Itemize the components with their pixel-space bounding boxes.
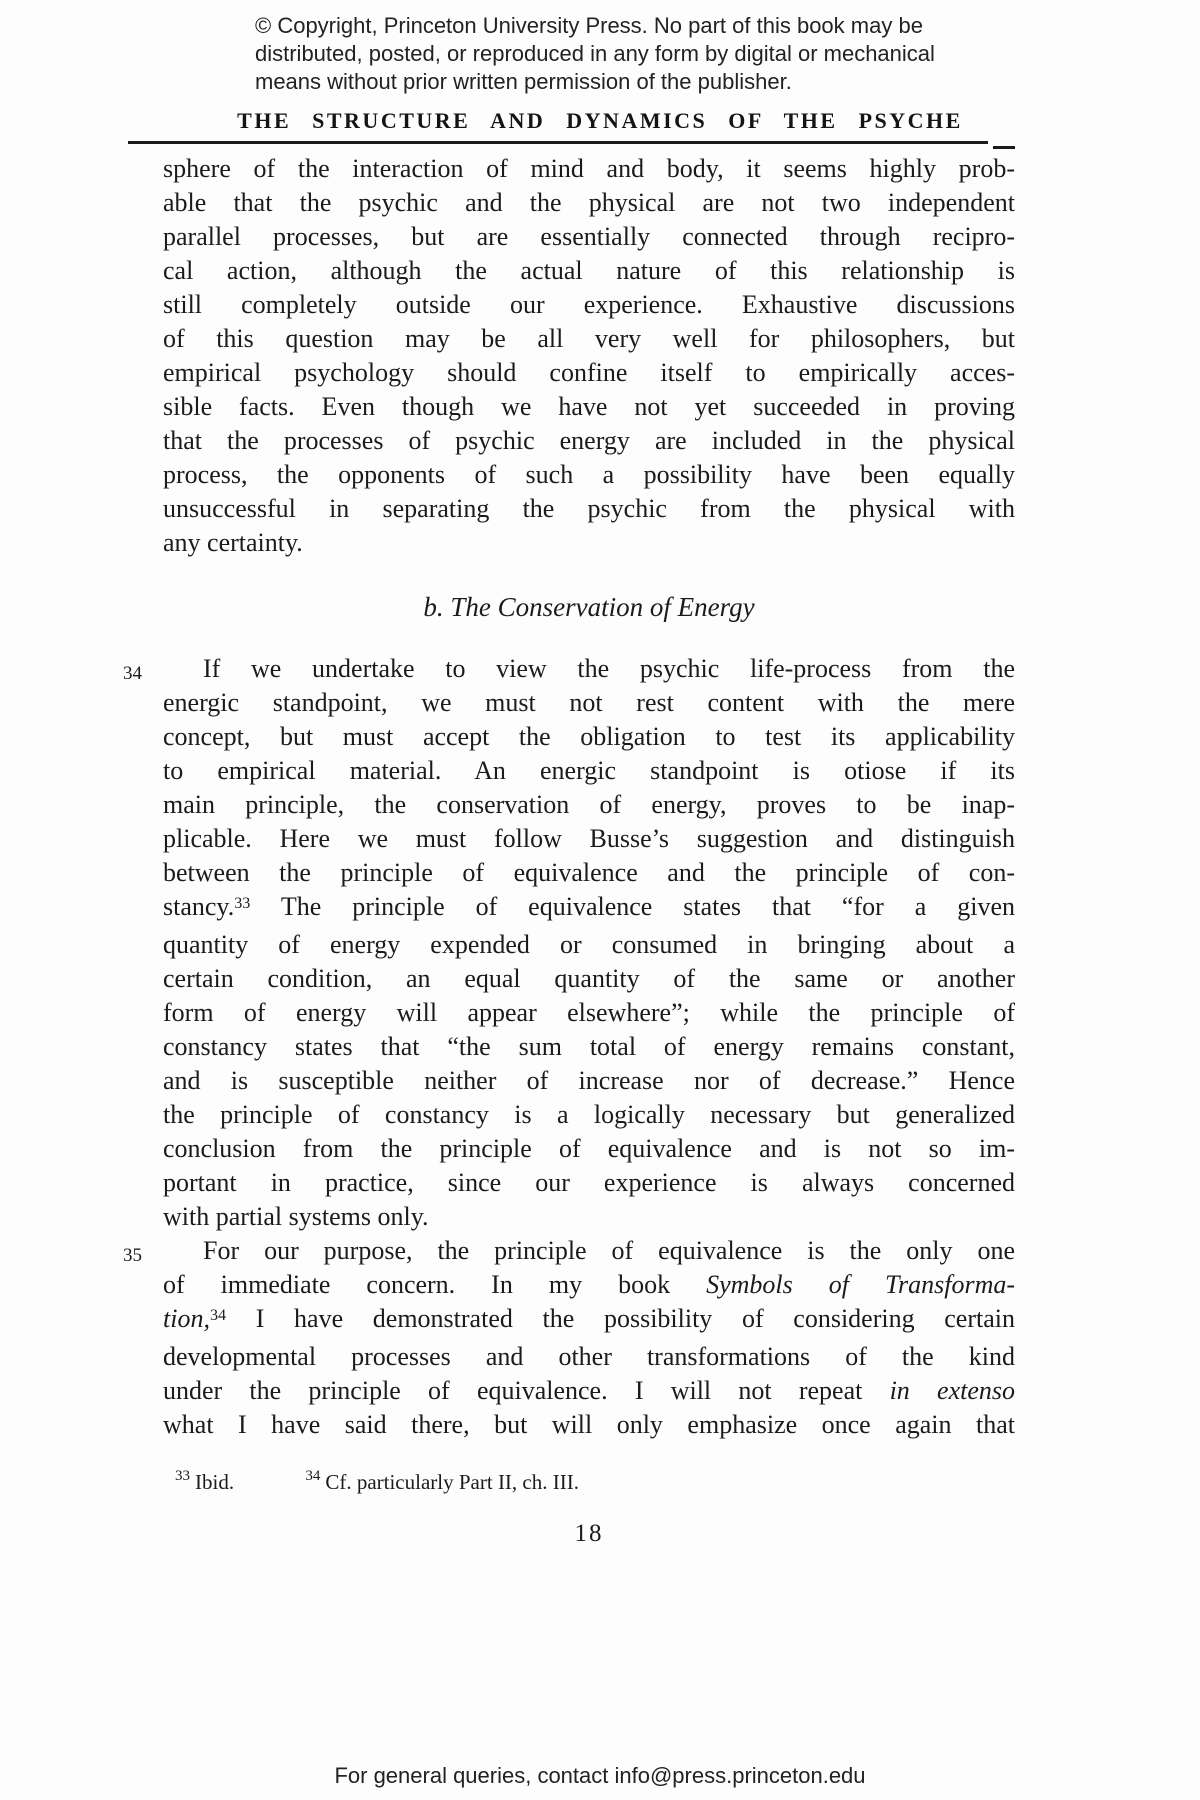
text-line: form of energy will appear elsewhere”; while the principle of bbox=[163, 998, 1015, 1027]
paragraph-35 bbox=[123, 1234, 1016, 1442]
text-line: under the principle of equivalence. I will not repeat in extenso bbox=[163, 1376, 1015, 1405]
text-line: of immediate concern. In my book Symbols of Transforma- bbox=[163, 1270, 1016, 1299]
paragraph-number: 34 bbox=[123, 663, 142, 684]
footnote-33-text: Ibid. bbox=[195, 1470, 235, 1494]
copyright-line-1: © Copyright, Princeton University Press. No part of this book may be bbox=[255, 13, 923, 38]
copyright-line-3: means without prior written permission of the publisher. bbox=[255, 69, 792, 94]
text-line: between the principle of equivalence and the principle of con- bbox=[163, 858, 1015, 887]
footnote-34-marker: 34 bbox=[305, 1468, 321, 1484]
text-line: conclusion from the principle of equivalence and is not so im- bbox=[163, 1134, 1015, 1163]
text-line: developmental processes and other transformations of the kind bbox=[163, 1342, 1015, 1371]
text-line: cal action, although the actual nature of this relationship is bbox=[163, 256, 1015, 285]
text-line: of this question may be all very well for philosophers, but bbox=[163, 324, 1015, 353]
text-line: portant in practice, since our experience is always concerned bbox=[163, 1168, 1015, 1197]
text-line: For our purpose, the principle of equivalence is the only one bbox=[203, 1236, 1015, 1265]
page-number: 18 bbox=[574, 1520, 604, 1547]
text-line: any certainty. bbox=[163, 528, 303, 557]
paragraph-number: 35 bbox=[123, 1245, 142, 1266]
copyright-line-2: distributed, posted, or reproduced in any form by digital or mechanical bbox=[255, 41, 935, 66]
footer-contact: For general queries, contact info@press.princeton.edu bbox=[334, 1763, 866, 1788]
text-column bbox=[123, 152, 1016, 1551]
footnotes bbox=[163, 1464, 1015, 1495]
text-line: tion,$^{34}$ I have demonstrated the possibility of considering certain bbox=[163, 1304, 1015, 1333]
text-line: sible facts. Even though we have not yet succeeded in proving bbox=[163, 392, 1015, 421]
text-line: main principle, the conservation of energy, proves to be inap- bbox=[163, 790, 1015, 819]
text-line: energic standpoint, we must not rest content with the mere bbox=[163, 688, 1015, 717]
text-line: and is susceptible neither of increase nor of decrease.” Hence bbox=[163, 1066, 1015, 1095]
text-line: able that the psychic and the physical are not two independent bbox=[163, 188, 1015, 217]
paragraph bbox=[163, 152, 1015, 560]
text-line: concept, but must accept the obligation to test its applicability bbox=[163, 722, 1015, 751]
footnote-34 bbox=[305, 1470, 579, 1494]
text-line: sphere of the interaction of mind and body, it seems highly prob- bbox=[163, 154, 1015, 183]
text-line: that the processes of psychic energy are included in the physical bbox=[163, 426, 1015, 455]
footnote-33 bbox=[175, 1470, 234, 1494]
text-line: If we undertake to view the psychic life-process from the bbox=[203, 654, 1015, 683]
section-heading: b. The Conservation of Energy bbox=[423, 592, 755, 622]
text-line: to empirical material. An energic standpoint is otiose if its bbox=[163, 756, 1015, 785]
text-line: plicable. Here we must follow Busse’s suggestion and distinguish bbox=[163, 824, 1015, 853]
text-line: quantity of energy expended or consumed in bringing about a bbox=[163, 930, 1015, 959]
footnote-33-marker: 33 bbox=[175, 1468, 190, 1484]
text-line: unsuccessful in separating the psychic from the physical with bbox=[163, 494, 1015, 523]
text-line: empirical psychology should confine itself to empirically acces- bbox=[163, 358, 1015, 387]
text-line: the principle of constancy is a logically necessary but generalized bbox=[163, 1100, 1015, 1129]
text-line: stancy.$^{33}$ The principle of equivalence states that “for a given bbox=[163, 892, 1015, 921]
text-line: certain condition, an equal quantity of the same or another bbox=[163, 964, 1015, 993]
paragraph-34 bbox=[123, 652, 1015, 1234]
body-text bbox=[123, 152, 1016, 1442]
text-line: parallel processes, but are essentially connected through recipro- bbox=[163, 222, 1015, 251]
text-line: with partial systems only. bbox=[163, 1202, 429, 1231]
copyright-notice bbox=[255, 12, 935, 96]
header-rule bbox=[128, 141, 988, 144]
text-line: what I have said there, but will only emphasize once again that bbox=[163, 1410, 1015, 1439]
text-line: process, the opponents of such a possibility have been equally bbox=[163, 460, 1015, 489]
text-line: still completely outside our experience. Exhaustive discussions bbox=[163, 290, 1015, 319]
text-line: constancy states that “the sum total of energy remains constant, bbox=[163, 1032, 1015, 1061]
footnote-34-text: Cf. particularly Part II, ch. III. bbox=[325, 1470, 579, 1494]
running-head: THE STRUCTURE AND DYNAMICS OF THE PSYCHE bbox=[237, 108, 963, 133]
header-rule-tail bbox=[993, 146, 1015, 149]
